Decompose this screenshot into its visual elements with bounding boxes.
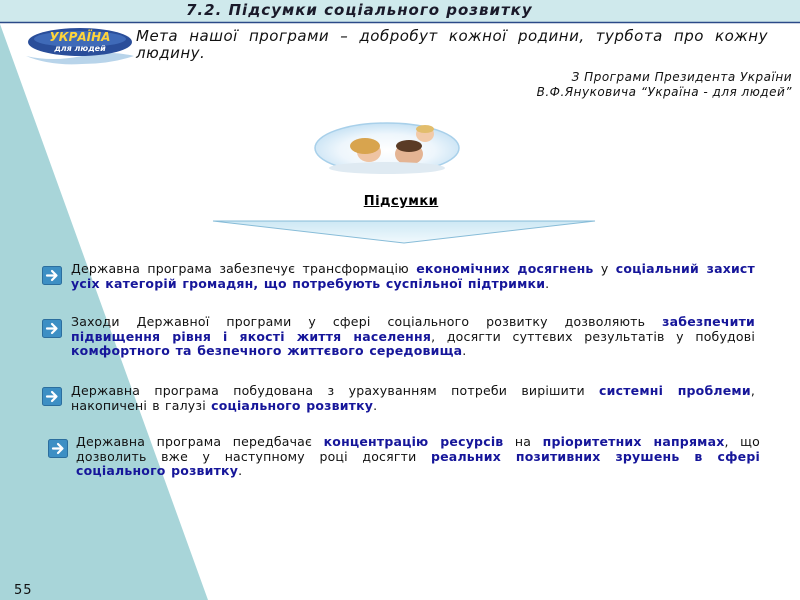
- photo-mom-hair: [350, 138, 380, 154]
- text-segment: .: [238, 463, 243, 478]
- page-number: 55: [14, 583, 33, 598]
- text-segment: на: [503, 434, 543, 449]
- highlighted-phrase: пріоритетних напрямах: [542, 434, 725, 449]
- highlighted-phrase: концентрацію ресурсів: [323, 434, 504, 449]
- family-photo: [313, 122, 461, 174]
- highlighted-phrase: соціальний захист усіх категорій громадян, що потребують суспільної підтримки: [71, 261, 755, 291]
- left-teal-panel: [0, 24, 208, 600]
- arrow-right-icon: [42, 266, 62, 285]
- motto-source: [380, 70, 792, 100]
- arrow-right-icon: [42, 387, 62, 406]
- highlighted-phrase: реальних позитивних зрушень в сфері соціального розвитку: [76, 448, 760, 478]
- text-segment: Державна програма передбачає: [76, 434, 324, 449]
- text-segment: , накопичені в галузі: [71, 383, 755, 413]
- highlighted-phrase: економічних досягнень: [416, 261, 594, 276]
- logo-line2: для людей: [54, 44, 106, 53]
- photo-blanket: [329, 162, 445, 174]
- summary-item-text: [71, 384, 755, 413]
- highlighted-phrase: забезпечити підвищення рівня і якості життя населення: [71, 314, 755, 344]
- summary-item-text: [71, 315, 755, 359]
- text-segment: .: [462, 343, 467, 358]
- highlighted-phrase: комфортного та безпечного життєвого середовища: [71, 343, 463, 358]
- arrow-right-icon: [48, 439, 68, 458]
- text-segment: Державна програма забезпечує трансформацію: [71, 261, 417, 276]
- page-title: 7.2. Підсумки соціального розвитку: [186, 1, 533, 19]
- ukraine-for-people-logo: [22, 26, 140, 66]
- source-line2: В.Ф.Януковича “Україна - для людей”: [536, 85, 792, 99]
- chevron-down-divider: [212, 218, 596, 244]
- arrow-right-icon: [42, 319, 62, 338]
- text-segment: .: [373, 397, 378, 413]
- program-motto: Мета нашої програми – добробут кожної родини, турбота про кожну людину.: [136, 27, 768, 62]
- photo-child-hair: [416, 125, 434, 133]
- highlighted-phrase: соціального розвитку: [211, 397, 374, 413]
- text-segment: Державна програма побудована з урахуванням потреби вирішити: [71, 383, 600, 398]
- highlighted-phrase: системні проблеми: [599, 383, 751, 398]
- text-segment: , досягти суттєвих результатів у побудові: [431, 328, 755, 344]
- summary-item-text: [71, 262, 755, 291]
- text-segment: , що дозволить вже у наступному році досягти: [76, 434, 760, 464]
- text-segment: .: [545, 275, 550, 291]
- results-heading: Підсумки: [363, 194, 439, 209]
- photo-dad-hair: [396, 140, 422, 152]
- summary-item-text: [76, 435, 760, 479]
- logo-line1: УКРАЇНА: [49, 30, 111, 44]
- text-segment: у: [593, 261, 616, 276]
- source-line1: З Програми Президента України: [571, 70, 792, 84]
- text-segment: Заходи Державної програми у сфері соціального розвитку дозволяють: [71, 314, 663, 329]
- chevron-shape: [213, 221, 595, 243]
